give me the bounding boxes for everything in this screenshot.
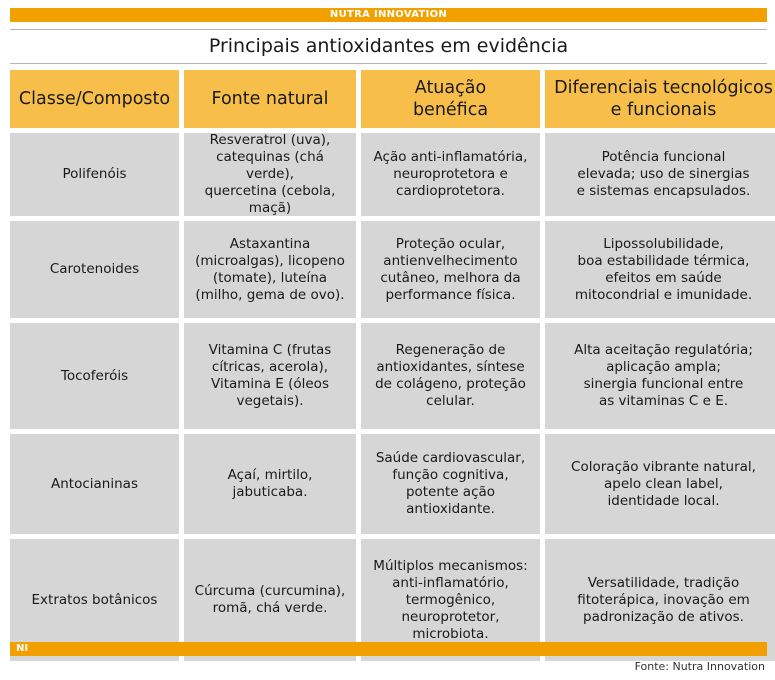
table-cell-class: Carotenoides [10, 221, 179, 318]
table-cell-differentials: Alta aceitação regulatória; aplicação ampla; sinergia funcional entre as vitaminas C e E. [545, 323, 775, 429]
table-cell-class: Extratos botânicos [10, 539, 179, 661]
column-header-class: Classe/Composto [10, 70, 179, 128]
table-cell-action: Múltiplos mecanismos: anti-inflamatório, termogênico, neuroprotetor, microbiota. [361, 539, 540, 661]
table-cell-differentials: Potência funcional elevada; uso de sinergias e sistemas encapsulados. [545, 133, 775, 216]
table-cell-action: Saúde cardiovascular, função cognitiva, potente ação antioxidante. [361, 434, 540, 534]
table-cell-class: Tocoferóis [10, 323, 179, 429]
table-cell-differentials: Versatilidade, tradição fitoterápica, inovação em padronização de ativos. [545, 539, 775, 661]
footer-bar [10, 642, 767, 656]
column-header-differentials: Diferenciais tecnológicos e funcionais [545, 70, 775, 128]
table-cell-differentials: Coloração vibrante natural, apelo clean label, identidade local. [545, 434, 775, 534]
footer-logo: NI [16, 643, 29, 654]
table-cell-source: Vitamina C (frutas cítricas, acerola), Vitamina E (óleos vegetais). [184, 323, 356, 429]
table-cell-class: Antocianinas [10, 434, 179, 534]
table-cell-source: Astaxantina (microalgas), licopeno (tomate), luteína (milho, gema de ovo). [184, 221, 356, 318]
divider [10, 29, 767, 30]
column-header-source: Fonte natural [184, 70, 356, 128]
table-cell-source: Açaí, mirtilo, jabuticaba. [184, 434, 356, 534]
column-header-action: Atuação benéfica [361, 70, 540, 128]
table-cell-action: Regeneração de antioxidantes, síntese de colágeno, proteção celular. [361, 323, 540, 429]
table-cell-action: Ação anti-inflamatória, neuroprotetora e cardioprotetora. [361, 133, 540, 216]
page-title: Principais antioxidantes em evidência [208, 35, 569, 57]
brand-label: NUTRA INNOVATION [329, 9, 448, 20]
table-cell-differentials: Lipossolubilidade, boa estabilidade térmica, efeitos em saúde mitocondrial e imunidade. [545, 221, 775, 318]
antioxidants-table [10, 70, 773, 642]
table-cell-class: Polifenóis [10, 133, 179, 216]
table-cell-action: Proteção ocular, antienvelhecimento cutâneo, melhora da performance física. [361, 221, 540, 318]
table-cell-source: Resveratrol (uva), catequinas (chá verde), quercetina (cebola, maçã) [184, 133, 356, 216]
brand-bar [10, 8, 767, 22]
divider [10, 63, 767, 64]
source-credit: Fonte: Nutra Innovation [634, 660, 765, 673]
table-cell-source: Cúrcuma (curcumina), romã, chá verde. [184, 539, 356, 661]
